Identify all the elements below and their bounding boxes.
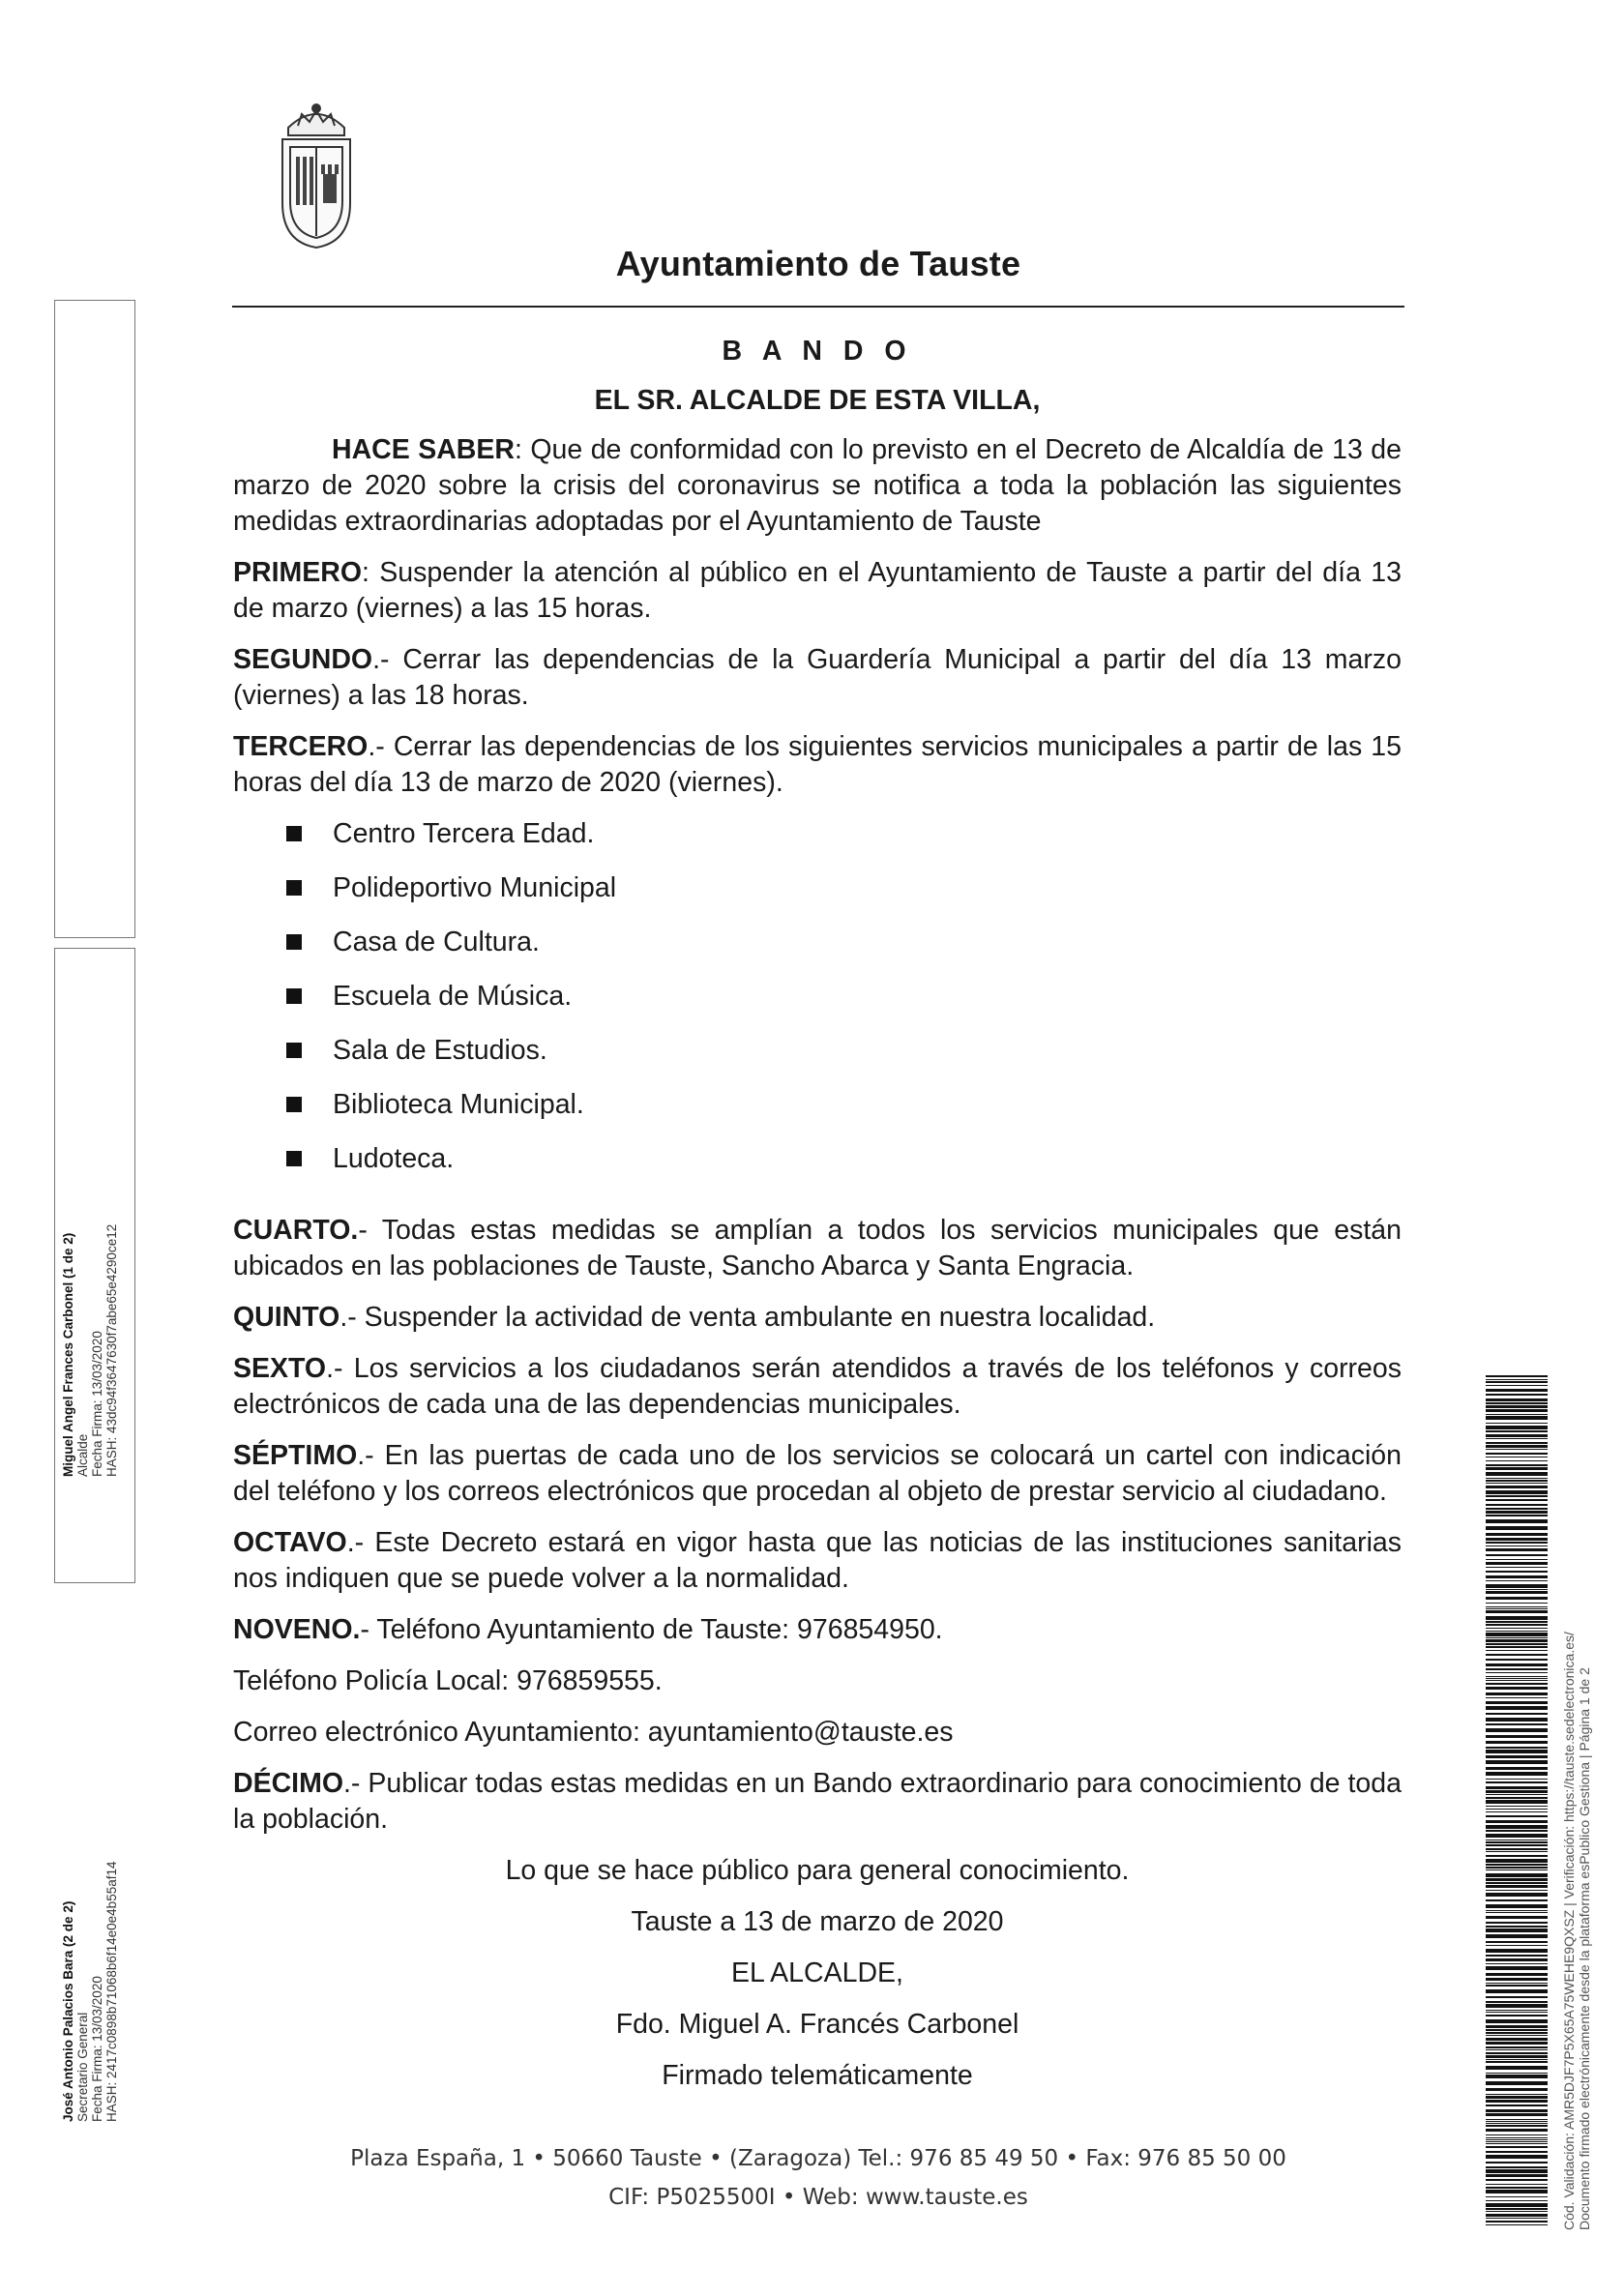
barcode-bar: [1486, 1755, 1548, 1758]
barcode-bar: [1486, 2038, 1548, 2041]
barcode-bar: [1486, 1728, 1548, 1732]
barcode-bar: [1486, 1597, 1548, 1600]
barcode-bar: [1486, 1621, 1548, 1623]
barcode-bar: [1486, 1571, 1548, 1573]
barcode-bar: [1486, 1394, 1548, 1396]
barcode-bar: [1486, 2032, 1548, 2034]
square-bullet-icon: [286, 1097, 302, 1112]
decimo-text: .- Publicar todas estas medidas en un Bando extraordinario para conocimiento de toda la población.: [233, 1768, 1402, 1835]
barcode-bar: [1486, 1405, 1548, 1408]
service-label: Sala de Estudios.: [333, 1035, 547, 1066]
primero-paragraph: [233, 555, 1402, 627]
signature-box-1: [54, 300, 135, 1477]
barcode-bar: [1486, 1723, 1548, 1725]
email-line: Correo electrónico Ayuntamiento: ayuntamiento@tauste.es: [233, 1717, 954, 1748]
square-bullet-icon: [286, 1151, 302, 1166]
barcode-bar: [1486, 1453, 1548, 1455]
barcode-bar: [1486, 1747, 1548, 1749]
barcode-bar: [1486, 1687, 1548, 1690]
barcode-bar: [1486, 1430, 1548, 1432]
barcode-bar: [1486, 1610, 1548, 1613]
segundo-label: SEGUNDO: [233, 644, 373, 675]
barcode-bar: [1486, 1878, 1548, 1881]
footer-cif-web: CIF: P5025500I • Web: www.tauste.es: [608, 2185, 1028, 2210]
list-item: [286, 1141, 1402, 1195]
barcode-bar: [1486, 1851, 1548, 1852]
barcode-bar: [1486, 1697, 1548, 1698]
alcalde-heading: EL SR. ALCALDE DE ESTA VILLA,: [594, 385, 1041, 416]
tercero-paragraph: [233, 729, 1402, 801]
primero-label: PRIMERO: [233, 557, 363, 588]
barcode-bar: [1486, 1672, 1548, 1673]
square-bullet-icon: [286, 1043, 302, 1058]
barcode-bar: [1486, 1825, 1548, 1829]
barcode-icon: [1486, 1375, 1548, 2226]
barcode-bar: [1486, 1584, 1548, 1588]
barcode-bar: [1486, 1442, 1548, 1444]
barcode-bar: [1486, 1608, 1548, 1609]
barcode-bar: [1486, 2015, 1548, 2016]
barcode-bar: [1486, 1519, 1548, 1523]
barcode-bar: [1486, 1389, 1548, 1392]
signer-name: Miguel Angel Frances Carbonel (1 de 2): [61, 1232, 75, 1477]
barcode-bar: [1486, 2055, 1548, 2058]
barcode-bar: [1486, 1958, 1548, 1961]
barcode-bar: [1486, 1575, 1548, 1578]
barcode-bar: [1486, 1941, 1548, 1943]
list-item: [286, 1087, 1402, 1141]
barcode-bar: [1486, 1379, 1548, 1380]
verification-line-2: Documento firmado electrónicamente desde la plataforma esPublico Gestiona | Página 1 de 2: [1577, 1667, 1592, 2230]
barcode-bar: [1486, 1949, 1548, 1953]
barcode-bar: [1486, 2073, 1548, 2074]
barcode-bar: [1486, 2075, 1548, 2078]
barcode-bar: [1486, 1864, 1548, 1866]
barcode-bar: [1486, 1426, 1548, 1429]
barcode-bar: [1486, 1841, 1548, 1843]
policia-phone-line: Teléfono Policía Local: 976859555.: [233, 1665, 663, 1696]
barcode-bar: [1486, 2035, 1548, 2036]
barcode-bar: [1486, 2146, 1548, 2148]
barcode-bar: [1486, 1542, 1548, 1544]
barcode-bar: [1486, 1735, 1548, 1738]
barcode-bar: [1486, 2094, 1548, 2095]
square-bullet-icon: [286, 826, 302, 841]
sexto-text: .- Los servicios a los ciudadanos serán atendidos a través de los teléfonos y correos electrónicos de cada una de las dependencias municipales.: [233, 1353, 1402, 1420]
octavo-paragraph: [233, 1525, 1402, 1597]
barcode-bar: [1486, 2141, 1548, 2142]
barcode-bar: [1486, 1495, 1548, 1497]
barcode-bar: [1486, 2155, 1548, 2159]
hace-saber-paragraph: [233, 432, 1402, 540]
barcode-bar: [1486, 2042, 1548, 2045]
barcode-bar: [1486, 2119, 1548, 2120]
barcode-bar: [1486, 1499, 1548, 1501]
barcode-bar: [1486, 1562, 1548, 1565]
barcode-bar: [1486, 1706, 1548, 1710]
barcode-bar: [1486, 1767, 1548, 1770]
barcode-bar: [1486, 1589, 1548, 1590]
barcode-bar: [1486, 2061, 1548, 2063]
barcode-bar: [1486, 2052, 1548, 2054]
barcode-bar: [1486, 1402, 1548, 1404]
barcode-bar: [1486, 1511, 1548, 1514]
barcode-bar: [1486, 1916, 1548, 1919]
barcode-bar: [1486, 1830, 1548, 1832]
barcode-bar: [1486, 1449, 1548, 1450]
signer-role: Alcalde: [75, 1433, 90, 1477]
barcode-bar: [1486, 1533, 1548, 1536]
barcode-bar: [1486, 1750, 1548, 1753]
services-list: [233, 816, 1402, 1195]
barcode-bar: [1486, 1385, 1548, 1386]
barcode-bar: [1486, 1650, 1548, 1651]
barcode-bar: [1486, 1867, 1548, 1869]
barcode-bar: [1486, 1893, 1548, 1897]
barcode-bar: [1486, 2096, 1548, 2099]
closing-signed: Firmado telemáticamente: [662, 2060, 973, 2091]
barcode-bar: [1486, 2187, 1548, 2189]
barcode-bar: [1486, 1928, 1548, 1932]
barcode-bar: [1486, 1414, 1548, 1415]
barcode-bar: [1486, 1423, 1548, 1424]
barcode-bar: [1486, 1554, 1548, 1556]
signer-name: José Antonio Palacios Bara (2 de 2): [61, 1900, 75, 2122]
document-heading: B A N D O: [722, 336, 913, 367]
barcode-bar: [1486, 1741, 1548, 1744]
barcode-bar: [1486, 1480, 1548, 1482]
service-label: Polideportivo Municipal: [333, 872, 617, 903]
noveno-label: NOVENO.: [233, 1614, 361, 1645]
tercero-label: TERCERO: [233, 731, 369, 762]
service-label: Biblioteca Municipal.: [333, 1089, 584, 1120]
barcode-bar: [1486, 1624, 1548, 1626]
barcode-bar: [1486, 2143, 1548, 2144]
barcode-bar: [1486, 1973, 1548, 1976]
closing-public: Lo que se hace público para general conocimiento.: [505, 1855, 1130, 1886]
cuarto-label: CUARTO.: [233, 1215, 359, 1246]
barcode-bar: [1486, 1934, 1548, 1938]
sexto-paragraph: [233, 1351, 1402, 1423]
cuarto-text: - Todas estas medidas se amplían a todos los servicios municipales que están ubicados en las poblaciones de Tauste, Sancho Abarca y Santa Engracia.: [233, 1215, 1402, 1281]
barcode-bar: [1486, 1631, 1548, 1632]
barcode-bar: [1486, 1873, 1548, 1877]
barcode-bar: [1486, 1797, 1548, 1799]
closing-role: EL ALCALDE,: [731, 1957, 903, 1988]
signature-date: Fecha Firma: 13/03/2020: [90, 1976, 104, 2122]
service-label: Escuela de Música.: [333, 981, 573, 1012]
barcode-bar: [1486, 2010, 1548, 2011]
barcode-bar: [1486, 1945, 1548, 1946]
barcode-bar: [1486, 1779, 1548, 1780]
barcode-bar: [1486, 1398, 1548, 1401]
barcode-bar: [1486, 1912, 1548, 1913]
barcode-bar: [1486, 1680, 1548, 1681]
barcode-bar: [1486, 1504, 1548, 1506]
barcode-bar: [1486, 1567, 1548, 1568]
hace-saber-text: : Que de conformidad con lo previsto en el Decreto de Alcaldía de 13 de marzo de 2020 sobre la crisis del coronavirus se notifica a toda la población las siguientes medidas extraordinarias adoptadas por el Ayuntamiento de Tauste: [233, 434, 1402, 537]
barcode-bar: [1486, 1848, 1548, 1850]
quinto-text: .- Suspender la actividad de venta ambulante en nuestra localidad.: [340, 1302, 1156, 1333]
barcode-bar: [1486, 1538, 1548, 1541]
barcode-bar: [1486, 1668, 1548, 1670]
barcode-bar: [1486, 1683, 1548, 1685]
decimo-label: DÉCIMO: [233, 1768, 343, 1799]
list-item: [286, 979, 1402, 1033]
barcode-bar: [1486, 1701, 1548, 1704]
barcode-bar: [1486, 2208, 1548, 2210]
barcode-bar: [1486, 1922, 1548, 1924]
barcode-bar: [1486, 1910, 1548, 1911]
barcode-bar: [1486, 1820, 1548, 1823]
barcode-bar: [1486, 1978, 1548, 1981]
barcode-bar: [1486, 1616, 1548, 1620]
barcode-bar: [1486, 2179, 1548, 2181]
barcode-bar: [1486, 1637, 1548, 1638]
barcode-bar: [1486, 2211, 1548, 2212]
barcode-bar: [1486, 2224, 1548, 2225]
barcode-bar: [1486, 1526, 1548, 1530]
signer-role: Secretario General: [75, 2012, 90, 2122]
service-label: Casa de Cultura.: [333, 927, 540, 957]
barcode-bar: [1486, 2109, 1548, 2112]
closing-date: Tauste a 13 de marzo de 2020: [631, 1906, 1004, 1937]
barcode-bar: [1486, 2151, 1548, 2153]
barcode-bar: [1486, 2174, 1548, 2177]
barcode-bar: [1486, 1955, 1548, 1957]
barcode-bar: [1486, 2105, 1548, 2106]
list-item: [286, 925, 1402, 979]
barcode-bar: [1486, 2025, 1548, 2028]
barcode-bar: [1486, 1844, 1548, 1846]
verification-text: [1561, 1632, 1592, 2230]
barcode-bar: [1486, 2123, 1548, 2124]
signature-date: Fecha Firma: 13/03/2020: [90, 1331, 104, 1477]
barcode-bar: [1486, 2184, 1548, 2185]
barcode-bar: [1486, 1663, 1548, 1666]
barcode-bar: [1486, 1438, 1548, 1439]
barcode-bar: [1486, 1460, 1548, 1461]
barcode-bar: [1486, 1800, 1548, 1804]
barcode-bar: [1486, 2019, 1548, 2023]
septimo-label: SÉPTIMO: [233, 1440, 358, 1471]
barcode-bar: [1486, 2029, 1548, 2031]
barcode-bar: [1486, 2125, 1548, 2127]
barcode-bar: [1486, 1806, 1548, 1807]
barcode-bar: [1486, 1486, 1548, 1488]
barcode-bar: [1486, 1855, 1548, 1857]
barcode-bar: [1486, 2196, 1548, 2197]
tercero-text: .- Cerrar las dependencias de los siguientes servicios municipales a partir de las 15 horas del día 13 de marzo de 2020 (viernes).: [233, 731, 1402, 798]
square-bullet-icon: [286, 934, 302, 950]
barcode-bar: [1486, 2169, 1548, 2173]
barcode-bar: [1486, 2166, 1548, 2168]
barcode-bar: [1486, 2214, 1548, 2217]
barcode-bar: [1486, 1882, 1548, 1884]
segundo-text: .- Cerrar las dependencias de la Guardería Municipal a partir del día 13 marzo (viernes) a las 18 horas.: [233, 644, 1402, 711]
barcode-bar: [1486, 1966, 1548, 1970]
square-bullet-icon: [286, 988, 302, 1004]
barcode-bar: [1486, 1643, 1548, 1645]
barcode-bar: [1486, 2066, 1548, 2070]
barcode-bar: [1486, 2203, 1548, 2207]
barcode-bar: [1486, 1434, 1548, 1437]
barcode-bar: [1486, 2081, 1548, 2085]
barcode-bar: [1486, 2001, 1548, 2003]
barcode-bar: [1486, 1678, 1548, 1679]
barcode-bar: [1486, 2162, 1548, 2164]
barcode-bar: [1486, 2004, 1548, 2008]
barcode-bar: [1486, 2059, 1548, 2060]
barcode-bar: [1486, 2046, 1548, 2048]
barcode-bar: [1486, 2049, 1548, 2050]
barcode-bar: [1486, 2139, 1548, 2140]
barcode-bar: [1486, 1790, 1548, 1793]
barcode-bar: [1486, 1508, 1548, 1510]
bando-body: [233, 334, 1402, 2109]
barcode-bar: [1486, 1659, 1548, 1661]
sexto-label: SEXTO: [233, 1353, 327, 1384]
list-item: [286, 870, 1402, 925]
septimo-paragraph: [233, 1438, 1402, 1510]
barcode-bar: [1486, 1490, 1548, 1494]
barcode-bar: [1486, 2129, 1548, 2132]
footer-address: Plaza España, 1 • 50660 Tauste • (Zaragoza) Tel.: 976 85 49 50 • Fax: 976 85 50 00: [350, 2146, 1286, 2171]
barcode-bar: [1486, 1606, 1548, 1607]
barcode-bar: [1486, 1515, 1548, 1516]
barcode-bar: [1486, 1676, 1548, 1677]
barcode-bar: [1486, 1545, 1548, 1546]
barcode-bar: [1486, 2012, 1548, 2013]
noveno-text: - Teléfono Ayuntamiento de Tauste: 976854950.: [360, 1614, 943, 1645]
barcode-bar: [1486, 1809, 1548, 1810]
barcode-bar: [1486, 1885, 1548, 1888]
barcode-bar: [1486, 2100, 1548, 2103]
barcode-bar: [1486, 2200, 1548, 2201]
barcode-bar: [1486, 1375, 1548, 1377]
barcode-bar: [1486, 1794, 1548, 1795]
signature-text: [55, 1513, 125, 2132]
signature-hash: HASH: 2417c0898b71068b6f14e0e4b55af14: [104, 1861, 119, 2122]
barcode-bar: [1486, 1926, 1548, 1928]
barcode-bar: [1486, 1580, 1548, 1581]
barcode-bar: [1486, 2088, 1548, 2091]
barcode-bar: [1486, 1996, 1548, 1998]
barcode-bar: [1486, 1811, 1548, 1812]
barcode-bar: [1486, 1693, 1548, 1695]
barcode-bar: [1486, 1985, 1548, 1987]
septimo-text: .- En las puertas de cada uno de los servicios se colocará un cartel con indicación del teléfono y los correos electrónicos que procedan al objeto de prestar servicio al ciudadano.: [233, 1440, 1402, 1507]
barcode-bar: [1486, 1989, 1548, 1993]
barcode-bar: [1486, 1786, 1548, 1789]
decimo-paragraph: [233, 1766, 1402, 1838]
barcode-bar: [1486, 2137, 1548, 2138]
primero-text: : Suspender la atención al público en el Ayuntamiento de Tauste a partir del día 13 de marzo (viernes) a las 15 horas.: [233, 557, 1402, 624]
noveno-paragraph: [233, 1612, 1402, 1648]
square-bullet-icon: [286, 880, 302, 896]
barcode-bar: [1486, 1639, 1548, 1642]
barcode-bar: [1486, 1760, 1548, 1764]
barcode-bar: [1486, 1464, 1548, 1466]
barcode-bar: [1486, 1467, 1548, 1470]
barcode-bar: [1486, 2221, 1548, 2222]
service-label: Centro Tercera Edad.: [333, 818, 595, 849]
barcode-bar: [1486, 1633, 1548, 1636]
page-footer: [232, 2139, 1404, 2217]
hace-saber-label: HACE SABER: [332, 434, 515, 465]
barcode-bar: [1486, 1904, 1548, 1908]
barcode-bar: [1486, 1899, 1548, 1901]
list-item: [286, 1033, 1402, 1087]
barcode-bar: [1486, 1890, 1548, 1891]
barcode-bar: [1486, 1772, 1548, 1776]
coat-of-arms-icon: [269, 97, 364, 250]
barcode-bar: [1486, 1472, 1548, 1476]
barcode-bar: [1486, 1713, 1548, 1715]
barcode-bar: [1486, 1483, 1548, 1484]
barcode-bar: [1486, 2121, 1548, 2122]
barcode-bar: [1486, 1834, 1548, 1838]
barcode-bar: [1486, 1559, 1548, 1560]
barcode-bar: [1486, 1381, 1548, 1383]
barcode-bar: [1486, 1815, 1548, 1817]
cuarto-paragraph: [233, 1213, 1402, 1284]
quinto-label: QUINTO: [233, 1302, 340, 1333]
barcode-bar: [1486, 1869, 1548, 1870]
octavo-text: .- Este Decreto estará en vigor hasta que las noticias de las instituciones sanitarias nos indiquen que se puede volver a la normalidad.: [233, 1527, 1402, 1594]
barcode-bar: [1486, 2190, 1548, 2193]
barcode-bar: [1486, 1591, 1548, 1594]
barcode-bar: [1486, 1409, 1548, 1412]
barcode-bar: [1486, 1478, 1548, 1479]
barcode-bar: [1486, 2113, 1548, 2116]
closing-signer: Fdo. Miguel A. Francés Carbonel: [615, 2009, 1019, 2040]
segundo-paragraph: [233, 642, 1402, 714]
header-divider: [232, 306, 1404, 308]
organization-title: Ayuntamiento de Tauste: [615, 244, 1021, 283]
barcode-bar: [1486, 1603, 1548, 1604]
barcode-bar: [1486, 1718, 1548, 1722]
list-item: [286, 816, 1402, 870]
barcode-bar: [1486, 1963, 1548, 1964]
barcode-bar: [1486, 1548, 1548, 1551]
signature-box-2: [54, 948, 135, 2122]
barcode-bar: [1486, 2134, 1548, 2135]
signature-hash: HASH: 43dc94f3647630f7abe65e4290ce12: [104, 1223, 119, 1477]
octavo-label: OCTAVO: [233, 1527, 347, 1558]
barcode-bar: [1486, 1859, 1548, 1863]
barcode-bar: [1486, 2218, 1548, 2219]
barcode-bar: [1486, 1983, 1548, 1984]
verification-line-1: Cód. Validación: AMR5DJF7P5X65A75WEHE9QXSZ | Verificación: https://tauste.sedelectronica.es/: [1561, 1632, 1577, 2230]
barcode-bar: [1486, 1646, 1548, 1648]
service-label: Ludoteca.: [333, 1143, 455, 1174]
barcode-bar: [1486, 1781, 1548, 1783]
barcode-bar: [1486, 1416, 1548, 1420]
barcode-bar: [1486, 1654, 1548, 1656]
barcode-bar: [1486, 1628, 1548, 1629]
quinto-paragraph: [233, 1300, 1402, 1336]
barcode-bar: [1486, 1445, 1548, 1448]
